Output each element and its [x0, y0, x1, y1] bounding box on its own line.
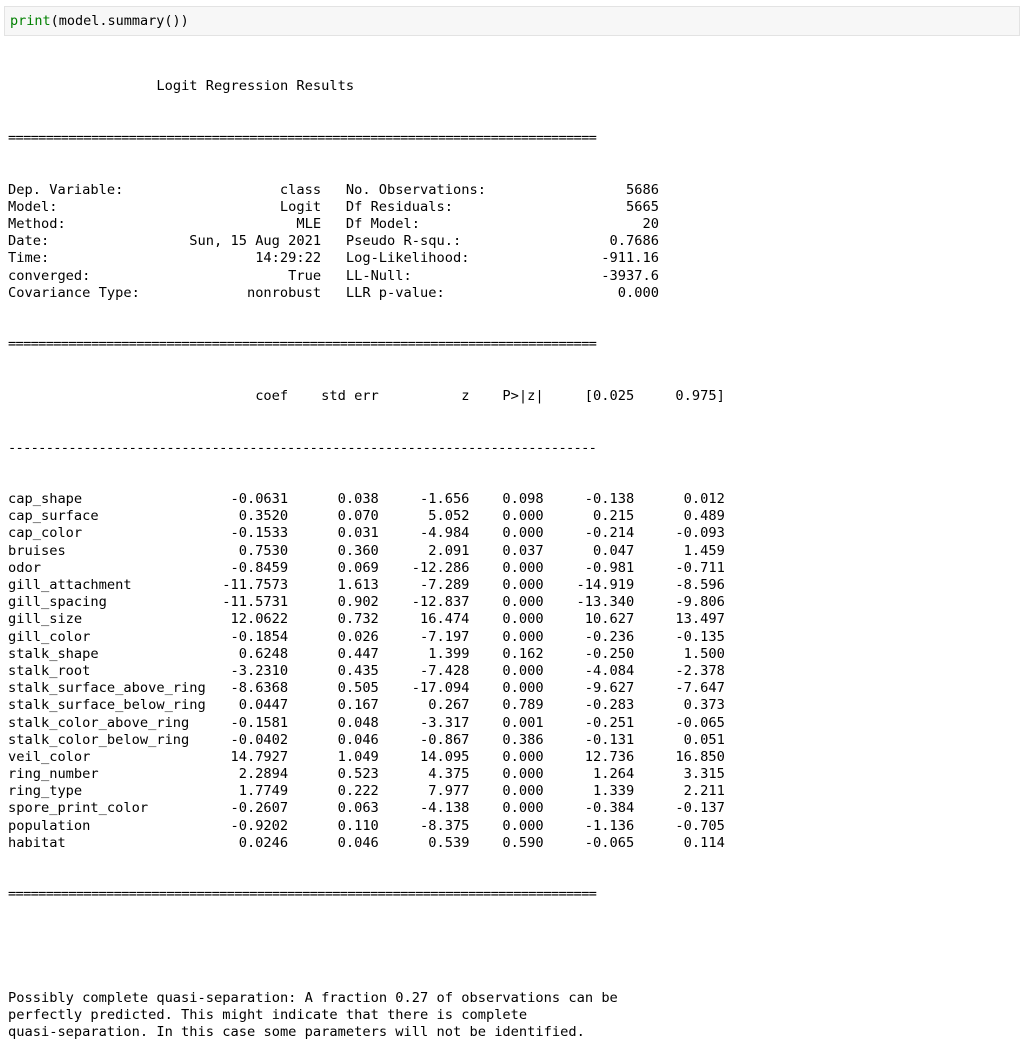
table-cell: -0.251 [584, 714, 635, 731]
table-cell: 0.048 [337, 714, 379, 731]
table-cell: -17.094 [411, 680, 470, 697]
table-cell: 2.2894 [238, 766, 289, 783]
table-cell: -0.0631 [230, 491, 289, 508]
info-label: Log-Likelihood: [345, 250, 470, 267]
separator-bottom: ============================================================================== [8, 886, 597, 903]
summary-title: Logit Regression Results [156, 78, 355, 95]
table-cell: 0.000 [502, 559, 544, 576]
table-cell: -0.065 [675, 714, 725, 731]
table-row [8, 629, 1018, 646]
table-cell: 0.435 [337, 662, 379, 679]
table-cell: 0.000 [502, 594, 544, 611]
table-cell: 1.7749 [238, 783, 289, 800]
table-cell: 0.447 [337, 645, 379, 662]
table-cell: 0.0246 [238, 834, 289, 851]
table-cell: -0.214 [584, 525, 635, 542]
table-cell: -0.065 [584, 834, 635, 851]
table-row [8, 715, 1018, 732]
variable-name: stalk_shape [8, 645, 99, 662]
table-cell: -0.250 [584, 645, 635, 662]
table-cell: -12.286 [411, 559, 470, 576]
table-cell: 0.373 [683, 697, 725, 714]
table-cell: 0.000 [502, 577, 544, 594]
table-row [8, 766, 1018, 783]
table-cell: 0.162 [502, 645, 544, 662]
table-cell: -9.806 [675, 594, 725, 611]
table-cell: 0.000 [502, 662, 544, 679]
table-row [8, 611, 1018, 628]
table-cell: -9.627 [584, 680, 635, 697]
warning-line: perfectly predicted. This might indicate that there is complete [8, 1006, 528, 1023]
table-row [8, 525, 1018, 542]
table-cell: 0.000 [502, 817, 544, 834]
table-cell: 0.3520 [238, 508, 289, 525]
coef-table [8, 491, 1018, 852]
table-cell: -8.375 [419, 817, 470, 834]
table-row [8, 697, 1018, 714]
info-row [8, 182, 1018, 199]
variable-name: stalk_surface_above_ring [8, 680, 206, 697]
table-cell: 1.613 [337, 577, 379, 594]
info-value: 0.000 [617, 284, 659, 301]
table-cell: -0.135 [675, 628, 725, 645]
info-value: class [279, 181, 322, 198]
info-value: 0.7686 [609, 233, 659, 250]
table-cell: -0.8459 [230, 559, 289, 576]
table-row [8, 646, 1018, 663]
table-cell: -0.1854 [230, 628, 289, 645]
table-cell: -8.6368 [230, 680, 289, 697]
table-cell: 0.012 [683, 491, 725, 508]
info-label: Method: [8, 215, 66, 232]
variable-name: gill_spacing [8, 594, 107, 611]
code-keyword: print [10, 13, 51, 29]
variable-name: spore_print_color [8, 800, 149, 817]
table-cell: 0.038 [337, 491, 379, 508]
table-cell: 0.902 [337, 594, 379, 611]
table-cell: 0.098 [502, 491, 544, 508]
info-label: Time: [8, 250, 50, 267]
table-cell: 0.222 [337, 783, 379, 800]
info-label: Df Model: [345, 215, 421, 232]
table-cell: -0.131 [584, 731, 635, 748]
variable-name: cap_shape [8, 491, 83, 508]
table-cell: -1.656 [419, 491, 470, 508]
info-label: Covariance Type: [8, 284, 140, 301]
table-cell: 2.091 [428, 542, 470, 559]
table-cell: -0.1581 [230, 714, 289, 731]
table-cell: 0.000 [502, 680, 544, 697]
table-row [8, 663, 1018, 680]
info-row [8, 199, 1018, 216]
table-cell: 0.000 [502, 766, 544, 783]
info-label: LLR p-value: [345, 284, 445, 301]
table-cell: 0.000 [502, 611, 544, 628]
table-row [8, 818, 1018, 835]
table-cell: 0.505 [337, 680, 379, 697]
variable-name: stalk_root [8, 662, 91, 679]
info-row [8, 268, 1018, 285]
table-cell: 0.167 [337, 697, 379, 714]
table-cell: 0.539 [428, 834, 470, 851]
variable-name: stalk_color_below_ring [8, 731, 190, 748]
info-label: Pseudo R-squ.: [345, 233, 462, 250]
info-value: 14:29:22 [255, 250, 322, 267]
table-cell: 0.037 [502, 542, 544, 559]
table-cell: 0.000 [502, 748, 544, 765]
table-cell: -0.283 [584, 697, 635, 714]
info-row [8, 250, 1018, 267]
table-cell: 0.047 [593, 542, 635, 559]
table-cell: 0.000 [502, 525, 544, 542]
table-cell: -3.317 [419, 714, 470, 731]
table-cell: 4.375 [428, 766, 470, 783]
table-cell: 3.315 [683, 766, 725, 783]
table-row [8, 594, 1018, 611]
variable-name: cap_color [8, 525, 83, 542]
table-cell: -7.647 [675, 680, 725, 697]
info-label: converged: [8, 267, 91, 284]
table-cell: -11.5731 [222, 594, 289, 611]
table-cell: 0.590 [502, 834, 544, 851]
info-label: Dep. Variable: [8, 181, 124, 198]
table-row [8, 783, 1018, 800]
table-cell: -0.093 [675, 525, 725, 542]
table-cell: 0.0447 [238, 697, 289, 714]
info-value: Logit [279, 198, 322, 215]
table-cell: 0.063 [337, 800, 379, 817]
table-cell: 0.000 [502, 508, 544, 525]
table-cell: 1.264 [593, 766, 635, 783]
table-cell: 14.095 [419, 748, 470, 765]
table-cell: 2.211 [683, 783, 725, 800]
table-cell: 0.070 [337, 508, 379, 525]
warning-line: quasi-separation. In this case some parameters will not be identified. [8, 1024, 585, 1040]
info-value: -3937.6 [601, 267, 659, 284]
summary-title-line [8, 78, 1018, 95]
table-cell: 16.474 [419, 611, 470, 628]
table-cell: 5.052 [428, 508, 470, 525]
table-cell: -11.7573 [222, 577, 289, 594]
separator-top: ============================================================================== [8, 130, 597, 146]
table-cell: 0.360 [337, 542, 379, 559]
blank-line [8, 938, 1018, 955]
table-cell: 12.736 [584, 748, 635, 765]
warning-note [8, 990, 1018, 1042]
table-cell: -7.289 [419, 577, 470, 594]
table-cell: -0.384 [584, 800, 635, 817]
table-cell: -0.138 [584, 491, 635, 508]
info-value: 20 [642, 215, 659, 232]
column-header-cell: [0.025 [584, 387, 635, 404]
code-input[interactable] [10, 13, 189, 29]
column-header-row [8, 388, 1018, 405]
table-cell: 0.386 [502, 731, 544, 748]
variable-name: cap_surface [8, 508, 99, 525]
table-cell: 0.069 [337, 559, 379, 576]
table-cell: 1.500 [683, 645, 725, 662]
table-cell: 0.051 [683, 731, 725, 748]
table-cell: -0.981 [584, 559, 635, 576]
variable-name: habitat [8, 834, 66, 851]
table-row [8, 749, 1018, 766]
info-value: nonrobust [246, 284, 322, 301]
table-cell: -0.0402 [230, 731, 289, 748]
variable-name: veil_color [8, 748, 91, 765]
table-cell: -7.428 [419, 662, 470, 679]
info-row [8, 285, 1018, 302]
table-row [8, 560, 1018, 577]
table-cell: 1.339 [593, 783, 635, 800]
table-row [8, 835, 1018, 852]
info-value: Sun, 15 Aug 2021 [189, 233, 322, 250]
info-row [8, 233, 1018, 250]
table-cell: -0.9202 [230, 817, 289, 834]
info-value: -911.16 [601, 250, 659, 267]
table-cell: 0.732 [337, 611, 379, 628]
table-cell: -0.711 [675, 559, 725, 576]
variable-name: population [8, 817, 91, 834]
variable-name: stalk_color_above_ring [8, 714, 190, 731]
table-cell: 14.7927 [230, 748, 289, 765]
table-cell: 0.110 [337, 817, 379, 834]
table-cell: -7.197 [419, 628, 470, 645]
table-cell: -2.378 [675, 662, 725, 679]
separator-mid: ============================================================================== [8, 336, 597, 353]
table-cell: -0.867 [419, 731, 470, 748]
info-row [8, 216, 1018, 233]
info-value: 5665 [626, 198, 659, 215]
table-cell: -13.340 [576, 594, 635, 611]
table-cell: -4.138 [419, 800, 470, 817]
variable-name: gill_color [8, 628, 91, 645]
table-cell: 16.850 [675, 748, 725, 765]
info-label: No. Observations: [345, 181, 486, 198]
variable-name: ring_type [8, 783, 83, 800]
table-row [8, 491, 1018, 508]
table-cell: 10.627 [584, 611, 635, 628]
table-row [8, 800, 1018, 817]
code-cell[interactable] [4, 6, 1020, 36]
column-header [8, 388, 1018, 405]
table-row [8, 577, 1018, 594]
table-cell: 0.026 [337, 628, 379, 645]
warning-line: Possibly complete quasi-separation: A fraction 0.27 of observations can be [8, 989, 618, 1006]
table-cell: 0.267 [428, 697, 470, 714]
table-row [8, 543, 1018, 560]
table-cell: 7.977 [428, 783, 470, 800]
table-cell: 0.046 [337, 834, 379, 851]
table-cell: -0.1533 [230, 525, 289, 542]
table-cell: -8.596 [675, 577, 725, 594]
info-value: 5686 [626, 181, 659, 198]
variable-name: odor [8, 559, 41, 576]
table-cell: 12.0622 [230, 611, 289, 628]
table-cell: 0.215 [593, 508, 635, 525]
info-value: MLE [296, 215, 322, 232]
info-label: Df Residuals: [345, 198, 453, 215]
table-cell: 0.489 [683, 508, 725, 525]
info-label: Model: [8, 198, 58, 215]
variable-name: bruises [8, 542, 66, 559]
table-cell: 1.459 [683, 542, 725, 559]
table-cell: -0.137 [675, 800, 725, 817]
table-cell: 0.6248 [238, 645, 289, 662]
table-cell: 0.031 [337, 525, 379, 542]
table-cell: 0.789 [502, 697, 544, 714]
table-cell: -1.136 [584, 817, 635, 834]
table-cell: -14.919 [576, 577, 635, 594]
info-label: LL-Null: [345, 267, 412, 284]
table-cell: 0.000 [502, 800, 544, 817]
variable-name: stalk_surface_below_ring [8, 697, 206, 714]
table-cell: -0.2607 [230, 800, 289, 817]
table-row [8, 508, 1018, 525]
table-cell: -3.2310 [230, 662, 289, 679]
table-cell: 13.497 [675, 611, 725, 628]
variable-name: ring_number [8, 766, 99, 783]
code-rest: (model.summary()) [50, 13, 189, 29]
column-header-cell: 0.975] [675, 387, 725, 404]
column-header-cell: z [461, 387, 470, 404]
column-header-cell: coef [255, 387, 289, 404]
table-cell: 0.000 [502, 628, 544, 645]
table-cell: -12.837 [411, 594, 470, 611]
column-header-cell: P>|z| [502, 387, 544, 404]
table-cell: 0.523 [337, 766, 379, 783]
table-cell: 0.001 [502, 714, 544, 731]
table-cell: 0.7530 [238, 542, 289, 559]
table-row [8, 732, 1018, 749]
table-cell: -0.236 [584, 628, 635, 645]
info-value: True [288, 267, 322, 284]
info-block [8, 182, 1018, 302]
table-cell: 1.399 [428, 645, 470, 662]
output-area [8, 44, 1018, 1058]
table-row [8, 680, 1018, 697]
table-cell: 0.114 [683, 834, 725, 851]
table-cell: 0.046 [337, 731, 379, 748]
table-cell: 0.000 [502, 783, 544, 800]
info-label: Date: [8, 233, 50, 250]
variable-name: gill_size [8, 611, 83, 628]
table-cell: -0.705 [675, 817, 725, 834]
table-cell: -4.084 [584, 662, 635, 679]
table-cell: 1.049 [337, 748, 379, 765]
column-header-cell: std err [321, 387, 379, 404]
table-cell: -4.984 [419, 525, 470, 542]
separator-dash: ------------------------------------------------------------------------------ [8, 439, 597, 456]
variable-name: gill_attachment [8, 577, 132, 594]
